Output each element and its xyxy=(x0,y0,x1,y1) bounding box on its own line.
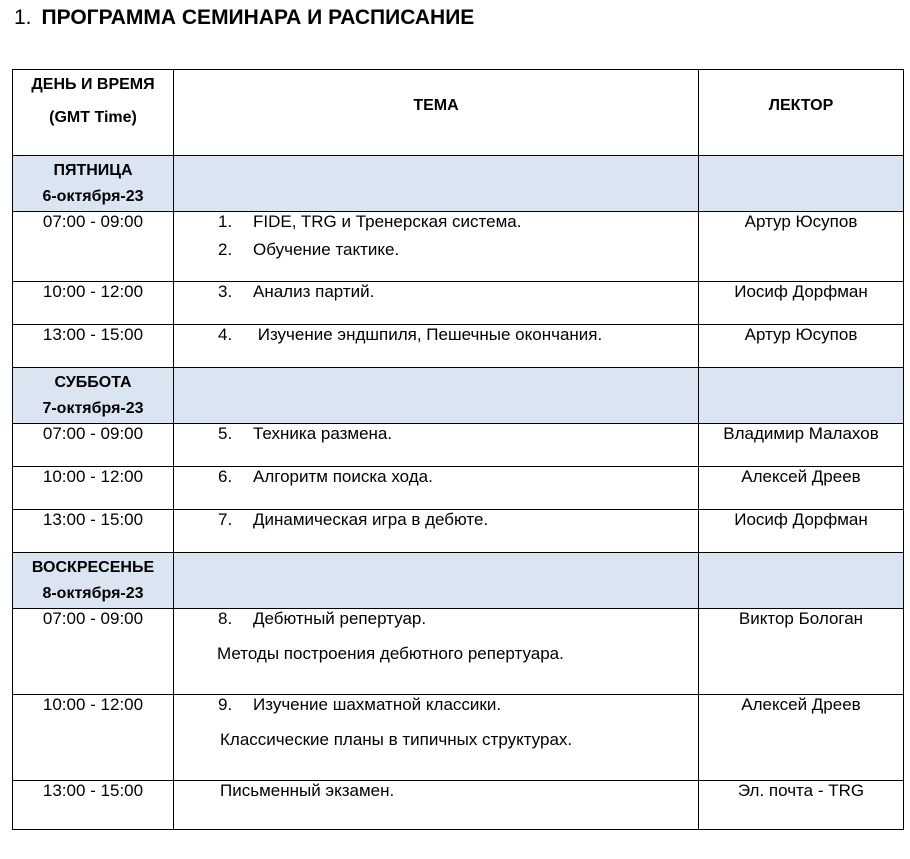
topic-item xyxy=(174,510,698,530)
topic-text: Изучение эндшпиля, Пешечные окончания. xyxy=(253,325,603,344)
topic-item xyxy=(174,695,698,715)
day-cell xyxy=(13,553,174,609)
day-date: 7-октября-23 xyxy=(42,400,144,417)
time-cell: 13:00 - 15:00 xyxy=(13,781,174,830)
topic-item xyxy=(174,212,698,232)
time-cell: 10:00 - 12:00 xyxy=(13,695,174,781)
day-empty-cell xyxy=(174,368,699,424)
day-name: ВОСКРЕСЕНЬЕ xyxy=(31,559,155,576)
day-name: СУББОТА xyxy=(54,374,132,391)
topic-text: Дебютный репертуар. xyxy=(253,609,427,628)
lecturer-cell: Иосиф Дорфман xyxy=(699,510,904,553)
table-row xyxy=(13,424,904,467)
topic-item xyxy=(174,282,698,302)
topic-text: Техника размена. xyxy=(253,424,393,443)
lecturer-cell: Алексей Дреев xyxy=(699,467,904,510)
header-time xyxy=(13,70,174,156)
topic-cell xyxy=(174,781,699,830)
topic-text: Алгоритм поиска хода. xyxy=(253,467,433,486)
topic-cell xyxy=(174,282,699,325)
topic-cell xyxy=(174,467,699,510)
topic-note: Методы построения дебютного репертуара. xyxy=(217,644,564,663)
topic-item xyxy=(174,240,698,260)
day-row-sunday xyxy=(13,553,904,609)
topic-item xyxy=(174,325,698,345)
topic-text: Обучение тактике. xyxy=(253,240,400,259)
topic-number: 9. xyxy=(218,695,233,714)
table-row xyxy=(13,212,904,282)
time-cell: 07:00 - 09:00 xyxy=(13,609,174,695)
topic-number: 6. xyxy=(218,467,233,486)
topic-number: 2. xyxy=(218,240,233,259)
time-cell: 13:00 - 15:00 xyxy=(13,510,174,553)
lecturer-cell: Алексей Дреев xyxy=(699,695,904,781)
table-row xyxy=(13,781,904,830)
header-row xyxy=(13,70,904,156)
day-cell xyxy=(13,368,174,424)
topic-number: 8. xyxy=(218,609,233,628)
time-cell: 10:00 - 12:00 xyxy=(13,467,174,510)
lecturer-cell: Артур Юсупов xyxy=(699,325,904,368)
topic-number: 1. xyxy=(218,212,233,231)
day-empty-cell xyxy=(699,553,904,609)
lecturer-cell: Артур Юсупов xyxy=(699,212,904,282)
table-row xyxy=(13,325,904,368)
topic-text: Анализ партий. xyxy=(253,282,375,301)
table-row xyxy=(13,510,904,553)
table-row xyxy=(13,695,904,781)
topic-cell xyxy=(174,424,699,467)
day-empty-cell xyxy=(699,368,904,424)
time-cell: 10:00 - 12:00 xyxy=(13,282,174,325)
schedule-table xyxy=(12,69,904,830)
table-row xyxy=(13,282,904,325)
header-lecturer: ЛЕКТОР xyxy=(699,70,904,156)
topic-number: 4. xyxy=(218,325,233,344)
section-number: 1. xyxy=(14,6,32,29)
topic-cell xyxy=(174,510,699,553)
lecturer-cell: Эл. почта - TRG xyxy=(699,781,904,830)
topic-cell xyxy=(174,212,699,282)
day-name: ПЯТНИЦА xyxy=(53,162,133,179)
topic-item xyxy=(174,467,698,487)
topic-item xyxy=(174,609,698,629)
day-date: 8-октября-23 xyxy=(42,585,144,602)
header-time-line1: ДЕНЬ И ВРЕМЯ xyxy=(31,76,155,93)
topic-text: Изучение шахматной классики. xyxy=(253,695,502,714)
lecturer-cell: Иосиф Дорфман xyxy=(699,282,904,325)
day-empty-cell xyxy=(174,156,699,212)
lecturer-cell: Виктор Бологан xyxy=(699,609,904,695)
topic-note: Классические планы в типичных структурах. xyxy=(220,730,573,749)
day-empty-cell xyxy=(174,553,699,609)
day-row-saturday xyxy=(13,368,904,424)
day-row-friday xyxy=(13,156,904,212)
topic-cell xyxy=(174,695,699,781)
table-row xyxy=(13,609,904,695)
topic-cell xyxy=(174,609,699,695)
day-empty-cell xyxy=(699,156,904,212)
topic-number: 3. xyxy=(218,282,233,301)
time-cell: 07:00 - 09:00 xyxy=(13,212,174,282)
lecturer-cell: Владимир Малахов xyxy=(699,424,904,467)
header-time-line2: (GMT Time) xyxy=(49,109,137,126)
topic-text: FIDE, TRG и Тренерская система. xyxy=(253,212,522,231)
topic-number: 5. xyxy=(218,424,233,443)
topic-text: Динамическая игра в дебюте. xyxy=(253,510,489,529)
day-date: 6-октября-23 xyxy=(42,188,144,205)
topic-number: 7. xyxy=(218,510,233,529)
section-title: ПРОГРАММА СЕМИНАРА И РАСПИСАНИЕ xyxy=(41,6,475,29)
time-cell: 07:00 - 09:00 xyxy=(13,424,174,467)
table-row xyxy=(13,467,904,510)
section-heading xyxy=(14,6,474,30)
topic-text: Письменный экзамен. xyxy=(220,781,395,800)
topic-cell xyxy=(174,325,699,368)
topic-item xyxy=(174,424,698,444)
header-topic: ТЕМА xyxy=(174,70,699,156)
time-cell: 13:00 - 15:00 xyxy=(13,325,174,368)
day-cell xyxy=(13,156,174,212)
